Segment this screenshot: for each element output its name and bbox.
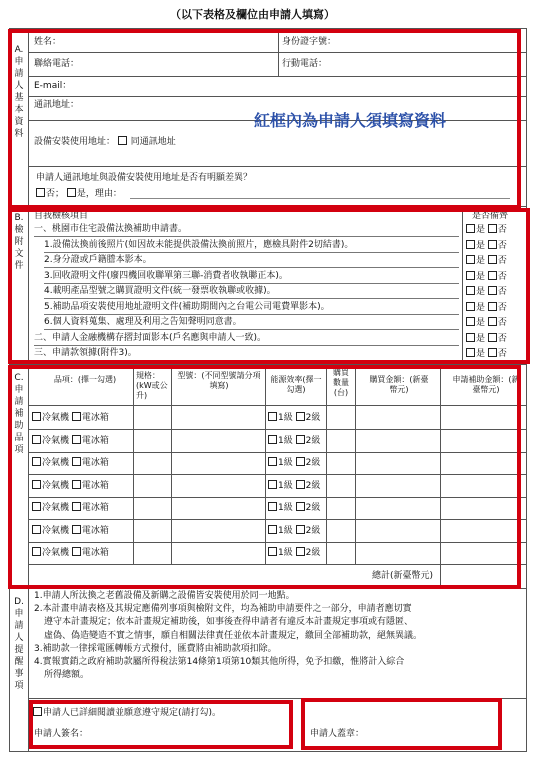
col-subsidy-header: 申請補助金額：(新臺幣元) xyxy=(452,375,520,394)
level2-label: 2級 xyxy=(305,458,321,468)
section-a-highlight xyxy=(8,29,521,209)
fridge-label: 電冰箱 xyxy=(81,436,109,446)
install-address-label: 設備安裝使用地址： xyxy=(34,137,116,147)
ac-label: 冷氣機 xyxy=(42,413,70,423)
col-model-header: 型號：(不同型號請分項填寫) xyxy=(177,371,261,390)
section-b-highlight xyxy=(8,208,530,364)
ac-label: 冷氣機 xyxy=(42,458,70,468)
fridge-label: 電冰箱 xyxy=(81,503,109,513)
annotation-note: 紅框內為申請人須填寫資料 xyxy=(254,111,447,130)
seal-highlight xyxy=(301,698,502,750)
no-label: 否 xyxy=(497,303,507,313)
level2-label: 2級 xyxy=(305,526,321,536)
reminder-note: 虛偽、偽造變造不實之情事，願自相關法律責任並依本計畫規定，繳回全部補助款，絕無異議。 xyxy=(44,631,423,641)
yes-label: 是 xyxy=(476,349,486,359)
signature-highlight xyxy=(29,700,293,749)
complete-header: 是否備齊 xyxy=(472,211,509,221)
col-item-header: 品項：(擇一勾選) xyxy=(53,375,117,384)
level1-label: 1級 xyxy=(278,436,293,446)
checklist-item-label: 三、申請款領據(附件3)。 xyxy=(34,348,137,358)
ac-label: 冷氣機 xyxy=(42,526,70,536)
no-label: 否 xyxy=(497,241,507,251)
form-title: （以下表格及欄位由申請人填寫） xyxy=(170,8,335,21)
level2-label: 2級 xyxy=(305,548,321,558)
no-label: 否 xyxy=(497,225,507,235)
section-d-label: D.申請人提醒事項 xyxy=(14,597,24,691)
checklist-item-label: 1.設備汰換前後照片(如因故未能提供設備汰換前照片，應檢具附件2切結書)。 xyxy=(44,240,354,250)
ac-label: 冷氣機 xyxy=(42,481,70,491)
fridge-label: 電冰箱 xyxy=(81,413,109,423)
yes-label: 是 xyxy=(476,287,486,297)
yes-label: 是 xyxy=(476,318,486,328)
reminder-note: 遵守本計畫規定；依本計畫規定補助後，如事後查得申請者有違反本計畫規定事項或有隱匿、 xyxy=(44,617,414,627)
col-qty-header: 購買數量(台) xyxy=(333,368,349,397)
section-c-label: C.申請補助品項 xyxy=(14,373,24,455)
level2-label: 2級 xyxy=(305,503,321,513)
reminder-note: 4.實報實銷之政府補助款屬所得稅法第14條第1項第10類其他所得，免予扣繳，惟將計入綜合 xyxy=(34,657,405,667)
no-label: 否 xyxy=(497,287,507,297)
col-amount-header: 購買金額：(新臺幣元) xyxy=(369,375,429,394)
checklist-item-label: 3.回收證明文件(廢四機回收聯單第三聯-消費者收執聯正本)。 xyxy=(44,271,288,281)
checklist-item-label: 一、桃園市住宅設備汰換補助申請書。 xyxy=(34,224,188,234)
name-field[interactable]: 姓名： xyxy=(34,37,62,47)
col-spec-header: 規格：(kW或公升) xyxy=(136,371,168,400)
checklist-item-label: 4.載明產品型號之購買證明文件(統一發票收執聯或收據)。 xyxy=(44,286,276,296)
same-as-mailing-label: 同通訊地址 xyxy=(130,137,176,147)
checklist-item-label: 6.個人資料蒐集、處理及利用之告知聲明同意書。 xyxy=(44,317,242,327)
ac-label: 冷氣機 xyxy=(42,548,70,558)
total-label: 總計(新臺幣元) xyxy=(372,571,434,581)
ac-label: 冷氣機 xyxy=(42,436,70,446)
yes-label: 是 xyxy=(476,241,486,251)
reminder-note: 3.補助款一律採電匯轉帳方式撥付，匯費將由補助款項扣除。 xyxy=(34,644,277,654)
checklist-item-label: 2.身分證或戶籍謄本影本。 xyxy=(44,255,152,265)
agree-label: 申請人已詳細閱讀並願意遵守規定(請打勾)。 xyxy=(43,708,222,718)
no-label: 否 xyxy=(497,334,507,344)
section-a-label: A.申請人基本資料 xyxy=(14,45,24,139)
fridge-label: 電冰箱 xyxy=(81,458,109,468)
yes-label: 是 xyxy=(476,272,486,282)
level2-label: 2級 xyxy=(305,481,321,491)
mailing-address-field[interactable]: 通訊地址： xyxy=(34,100,80,110)
checklist-item-label: 5.補助品項安裝使用地址證明文件(補助期間內之台電公司電費單影本)。 xyxy=(44,302,330,312)
reminder-note: 2.本計畫申請表格及其規定應備列事項與檢附文件，均為補助申請要件之一部分，申請者應切實 xyxy=(34,604,412,614)
level1-label: 1級 xyxy=(278,526,293,536)
col-efficiency-header: 能源效率(擇一勾選) xyxy=(270,375,322,394)
email-field[interactable]: E-mail： xyxy=(34,81,72,91)
fridge-label: 電冰箱 xyxy=(81,481,109,491)
yes-label: 是 xyxy=(476,256,486,266)
no-label: 否 xyxy=(46,189,56,199)
section-b-label: B.檢附文件 xyxy=(14,213,24,271)
id-number-field[interactable]: 身份證字號： xyxy=(282,37,337,47)
level1-label: 1級 xyxy=(278,503,293,513)
level1-label: 1級 xyxy=(278,413,293,423)
reminder-note: 所得總額。 xyxy=(44,670,90,680)
difference-question: 申請人通訊地址與設備安裝使用地址是否有明顯差異？ xyxy=(36,173,253,183)
level1-label: 1級 xyxy=(278,481,293,491)
level1-label: 1級 xyxy=(278,458,293,468)
self-check-title: 自我檢核項目 xyxy=(34,211,89,221)
yes-label: 是 xyxy=(476,225,486,235)
level2-label: 2級 xyxy=(305,413,321,423)
yes-label: 是，理由： xyxy=(76,189,122,199)
no-label: 否 xyxy=(497,256,507,266)
no-label: 否 xyxy=(497,318,507,328)
yes-label: 是 xyxy=(476,303,486,313)
mobile-field[interactable]: 行動電話： xyxy=(282,59,328,69)
no-label: 否 xyxy=(497,272,507,282)
level2-label: 2級 xyxy=(305,436,321,446)
difference-answer-row: 否； 是，理由： xyxy=(36,188,122,200)
checklist-item-label: 二、申請人金融機構存摺封面影本(戶名應與申請人一致)。 xyxy=(34,333,267,343)
section-c-highlight xyxy=(8,365,521,589)
yes-label: 是 xyxy=(476,334,486,344)
fridge-label: 電冰箱 xyxy=(81,548,109,558)
ac-label: 冷氣機 xyxy=(42,503,70,513)
no-label: 否 xyxy=(497,349,507,359)
reminder-note: 1.申請人所汰換之老舊設備及新購之設備皆安裝使用於同一地點。 xyxy=(34,591,295,601)
signature-field[interactable]: 申請人簽名： xyxy=(34,729,89,739)
phone-field[interactable]: 聯絡電話： xyxy=(34,59,80,69)
seal-field[interactable]: 申請人蓋章： xyxy=(310,729,365,739)
level1-label: 1級 xyxy=(278,548,293,558)
fridge-label: 電冰箱 xyxy=(81,526,109,536)
